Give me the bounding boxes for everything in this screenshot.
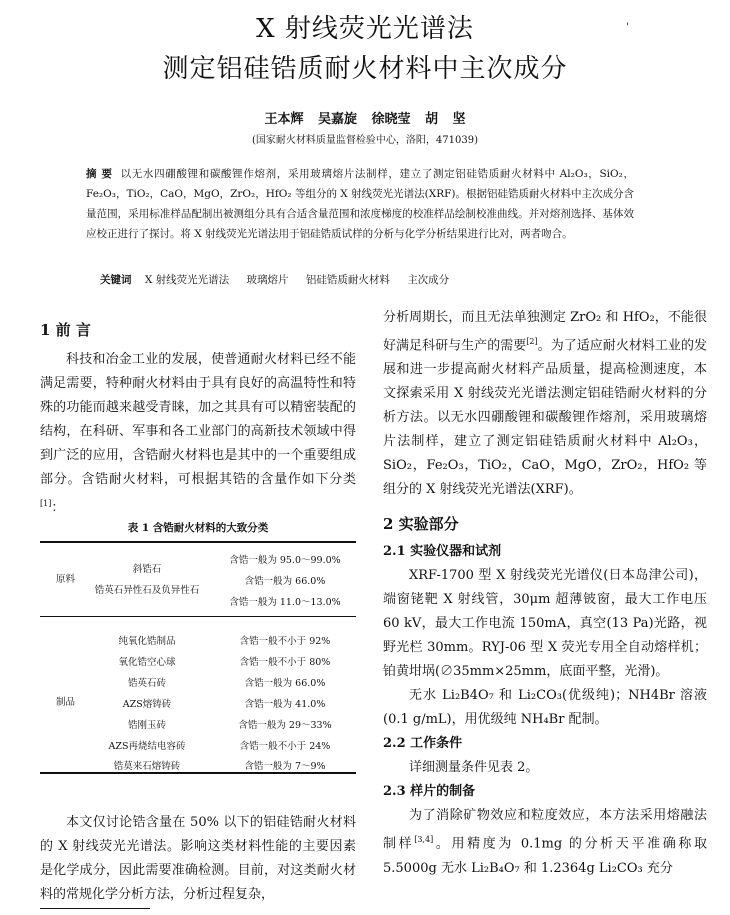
table-cell-value: 含锆一般为 66.0% [244, 678, 326, 689]
keywords [100, 272, 630, 287]
table-mid-rule [40, 616, 356, 617]
table-top-rule [40, 541, 356, 543]
keyword: 玻璃熔片 [246, 274, 289, 286]
subsection-2-1-heading: 2.1 实验仪器和试剂 [383, 544, 502, 560]
subsection-2-2-heading: 2.2 工作条件 [383, 736, 463, 752]
abstract-text: 以无水四硼酸锂和碳酸锂作熔剂，采用玻璃熔片法制样，建立了测定铝硅锆质耐火材料中 Al₂O₃，SiO₂，Fe₂O₃，TiO₂，CaO，MgO，ZrO₂，HfO₂ 等组分的 X 射线荧光光谱法(XRF)。根据铝硅锆质耐火材料中主次成分含量范围，采用标准样品配制出被测组分具有合适含量范围和浓度梯度的校准样品绘制校准曲线。并对熔剂选择、基体效应校正进行了探讨。将 X 射线荧光光谱法用于铝硅锆质试样的分析与化学分析结果进行比对，两者吻合。 [86, 168, 634, 240]
body-paragraph: XRF-1700 型 X 射线荧光光谱仪(日本岛津公司)，端窗铑靶 X 射线管，30μm 超薄铍窗，最大工作电压 60 kV，最大工作电流 150mA，真空(13 Pa)光路，视野光栏 30mm。RYJ-06 型 X 荧光专用全自动熔样机；铂黄坩埚(∅35mm×25mm，底面平整，光滑)。 [383, 568, 707, 680]
body-paragraph: 为了消除矿物效应和粒度效应，本方法采用熔融法制样[3,4]。用精度为 0.1mg 的分析天平准确称取 5.5000g 无水 Li₂B₄O₇ 和 1.2364g Li₂CO₃ 充分 [383, 808, 707, 876]
keyword: 铝硅锆质耐火材料 [305, 274, 390, 286]
table-cell-value: 含锆一般不小于 24% [239, 741, 331, 752]
citation: [2] [526, 337, 538, 346]
table-cell-value: 含锆一般为 29～33% [238, 720, 332, 731]
table-1-caption: 表 1 含锆耐火材料的大致分类 [127, 522, 269, 534]
corner-mark: ' [626, 22, 629, 33]
table-group-label: 原料 [56, 574, 76, 585]
footnote-rule [40, 908, 150, 909]
abstract-label: 摘 要 [86, 168, 113, 180]
body-paragraph: 详细测量条件见表 2。 [409, 760, 539, 776]
table-cell-name: 锆莫来石熔铸砖 [113, 761, 181, 772]
section-1-heading: 1 前 言 [40, 321, 91, 339]
table-cell-name: 斜锆石 [132, 564, 162, 575]
table-cell-value: 含锆一般为 95.0～99.0% [229, 555, 341, 566]
body-paragraph: 分析周期长，而且无法单独测定 ZrO₂ 和 HfO₂，不能很好满足科研与生产的需要[2]。为了适应耐火材料工业的发展和进一步提高耐火材料产品质量，提高检测速度，本文探索采用 X 射线荧光光谱法测定铝硅锆耐火材料的分析方法。以无水四硼酸锂和碳酸锂作熔剂，采用玻璃熔片法制样，建立了测定铝硅锆质耐火材料中 Al₂O₃，SiO₂，Fe₂O₃，TiO₂，CaO，MgO，ZrO₂，HfO₂ 等组分的 X 射线荧光光谱法(XRF)。 [383, 310, 707, 498]
table-cell-value: 含锆一般为 7～9% [244, 761, 326, 772]
table-cell-name: 锆刚玉砖 [127, 720, 166, 731]
table-cell-value: 含锆一般为 41.0% [244, 699, 326, 710]
table-cell-name: 锆英石异性石及负异性石 [94, 585, 200, 596]
title-line-1: X 射线荧光光谱法 [256, 14, 474, 44]
table-cell-value: 含锆一般不小于 80% [239, 657, 331, 668]
citation: [1] [40, 499, 52, 508]
table-bottom-rule [40, 772, 356, 774]
table-cell-name: AZS熔铸砖 [122, 699, 172, 710]
subsection-2-3-heading: 2.3 样片的制备 [383, 784, 476, 800]
keywords-label: 关键词 [100, 274, 132, 286]
table-cell-value: 含锆一般为 66.0% [244, 576, 326, 587]
affiliation: (国家耐火材料质量监督检验中心，洛阳，471039) [252, 135, 478, 146]
intro-paragraph: 科技和冶金工业的发展，使普通耐火材料已经不能满足需要，特种耐火材料由于具有良好的高温特性和特殊的功能而越来越受青睐，加之其具有可以精密装配的结构，在科研、军事和各工业部门的高新技术领域中得到广泛的应用，含锆耐火材料也是其中的一个重要组成部分。含锆耐火材料，可根据其锆的含量作如下分类[1]： [40, 352, 356, 516]
left-column-bottom [40, 811, 356, 907]
body-paragraph: 无水 Li₂B4O₇ 和 Li₂CO₃(优级纯)；NH4Br 溶液(0.1 g/mL)，用优级纯 NH₄Br 配制。 [383, 688, 707, 728]
table-cell-name: AZS再烧结电容砖 [108, 741, 186, 752]
citation: [3,4] [414, 835, 434, 845]
table-cell-value: 含锆一般为 11.0～13.0% [229, 597, 341, 608]
table-cell-name: 氧化锆空心球 [118, 657, 176, 668]
section-2-heading: 2 实验部分 [383, 515, 459, 534]
keyword: X 射线荧光光谱法 [144, 274, 230, 286]
body-paragraph: 本文仅讨论锆含量在 50% 以下的铝硅锆耐火材料的 X 射线荧光光谱法。影响这类材料性能的主要因素是化学成分，因此需要准确检测。目前，对这类耐火材料的常规化学分析方法，分析过程复杂， [40, 815, 356, 902]
table-cell-name: 锆英石砖 [127, 678, 166, 689]
keyword: 主次成分 [407, 274, 450, 286]
right-column [383, 306, 707, 881]
authors: 王本辉 吴嘉旋 徐晓莹 胡 坚 [264, 112, 466, 127]
table-group-label: 制品 [56, 697, 76, 708]
left-column-top [40, 318, 356, 520]
table-cell-value: 含锆一般不小于 92% [239, 636, 331, 647]
abstract [86, 164, 634, 244]
table-cell-name: 纯氧化锆制品 [118, 636, 176, 647]
title-line-2: 测定铝硅锆质耐火材料中主次成分 [162, 54, 568, 84]
